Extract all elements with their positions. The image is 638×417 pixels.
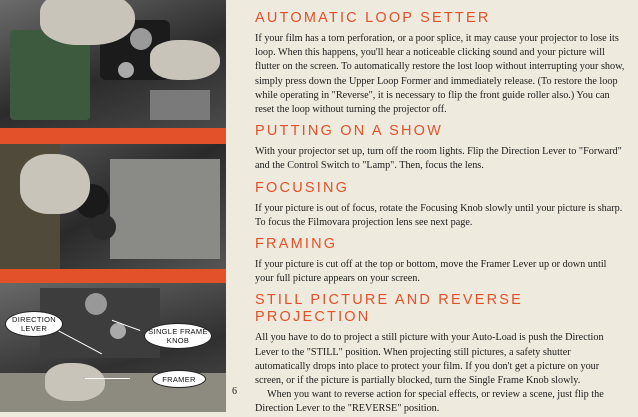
heading-putting-on-a-show: PUTTING ON A SHOW: [255, 123, 444, 140]
photo-loop-setter: [0, 0, 226, 128]
divider-band-2: [0, 269, 226, 283]
body-framing: If your picture is cut off at the top or bottom, move the Framer Lever up or down until your full picture appears on your screen.: [255, 259, 607, 285]
divider-band-1: [0, 128, 226, 144]
heading-still-picture-reverse: STILL PICTURE AND REVERSE PROJECTION: [255, 292, 523, 326]
body-automatic-loop-setter: If your film has a torn perforation, or a poor splice, it may cause your projector to lose its loop. When this happens, you'll hear a noticeable clicking sound and your picture will flutter on the screen. To automatically restore the lost loop without interrupting your show, simply press down the Upper Loop Former and immediately release. (To restore the loop while operating in "Reverse", it is necessary to flip the front guide roller also.) You can reset the loop without turning the projector off.: [255, 33, 625, 116]
page-number: 6: [232, 386, 237, 397]
body-still-picture-reverse: All you have to do to project a still picture with your Auto-Load is push the Direction Lever to the "STILL" position. When projecting still pictures, a safety shutter automatically drops into place to protect your film. If you don't get a picture on your screen, or if the picture is partially blocked, turn the Single Frame Knob slowly.: [255, 332, 604, 387]
text-column: [255, 10, 625, 417]
callout-single-frame-knob-label: SINGLE FRAME KNOB: [148, 327, 208, 345]
photo-controls: [0, 283, 226, 412]
body-focusing: If your picture is out of focus, rotate the Focusing Knob slowly until your picture is sharp. To focus the Filmovara projection lens see next page.: [255, 202, 623, 228]
heading-automatic-loop-setter: AUTOMATIC LOOP SETTER: [255, 10, 491, 26]
callout-framer: [152, 370, 206, 388]
callout-single-frame-knob: [144, 323, 212, 349]
heading-framing: FRAMING: [255, 236, 338, 253]
callout-direction-lever-label: DIRECTION LEVER: [12, 315, 56, 333]
callout-direction-lever: [5, 311, 63, 337]
callout-framer-label: FRAMER: [162, 374, 196, 384]
body-still-picture-reverse-2: When you want to reverse action for special effects, or review a scene, just flip the Direction Lever to the "REVERSE" position.: [255, 389, 604, 415]
body-putting-on-a-show: With your projector set up, turn off the room lights. Flip the Direction Lever to "Forward" and the Control Switch to "Lamp". Then, focus the lens.: [255, 146, 622, 172]
photo-column: [0, 0, 226, 412]
photo-focusing: [0, 144, 226, 269]
heading-focusing: FOCUSING: [255, 179, 350, 196]
